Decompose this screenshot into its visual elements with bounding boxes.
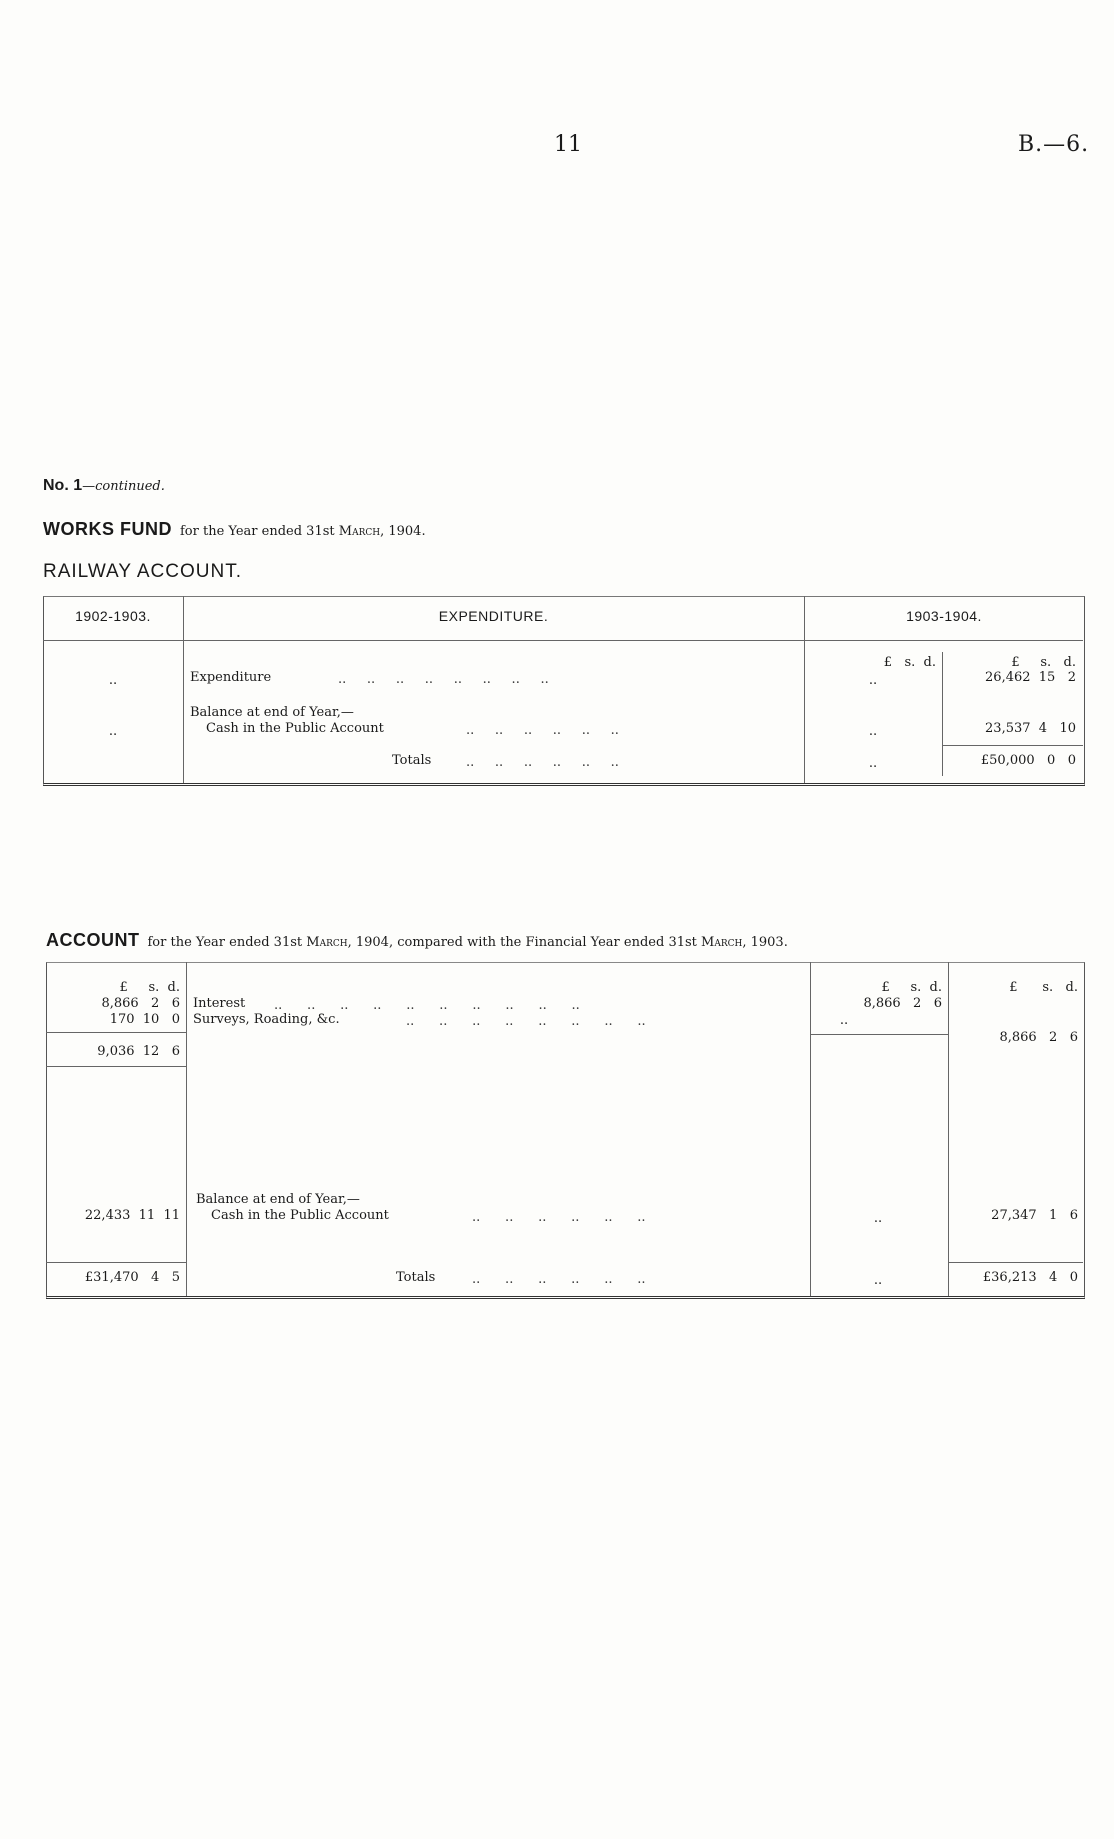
row-description: Surveys, Roading, &c. <box>193 1012 340 1027</box>
prev-value: 8,866 2 6 <box>101 996 180 1011</box>
row-description: Balance at end of Year,— <box>196 1192 360 1207</box>
prev-value: 170 10 0 <box>109 1012 180 1027</box>
leader-dots: .. .. .. .. .. .. <box>466 723 619 738</box>
outer-value: 27,347 1 6 <box>991 1208 1078 1223</box>
section-number: No. 1 <box>43 477 83 494</box>
prev-subtotal: 9,036 12 6 <box>97 1044 180 1059</box>
row-description-sub: Cash in the Public Account <box>206 721 384 736</box>
account-title: ACCOUNT <box>46 930 140 950</box>
totals-label: Totals <box>392 753 432 768</box>
outer-subtotal: 8,866 2 6 <box>999 1030 1078 1045</box>
inner-value: .. <box>839 1013 849 1028</box>
totals-value: £36,213 4 0 <box>982 1270 1078 1285</box>
fund-heading: WORKS FUND for the Year ended 31st March, 1904. <box>43 519 426 539</box>
document-code: B.—6. <box>1018 132 1090 157</box>
outer-value: 23,537 4 10 <box>985 721 1076 736</box>
row-description-sub: Cash in the Public Account <box>211 1208 389 1223</box>
totals-value: £50,000 0 0 <box>980 753 1076 768</box>
currency-header-outer: £ s. d. <box>1011 655 1076 670</box>
leader-dots: .. .. .. .. .. .. .. .. <box>406 1014 646 1029</box>
row-description: Expenditure <box>190 670 272 685</box>
row-description: Balance at end of Year,— <box>190 705 354 720</box>
row-description: Interest <box>193 996 246 1011</box>
section-label <box>43 477 165 495</box>
currency-header-outer: £ s. d. <box>1009 980 1078 995</box>
page-number: 11 <box>554 132 582 157</box>
fund-name: WORKS FUND <box>43 519 172 539</box>
outer-value: 26,462 15 2 <box>985 670 1076 685</box>
leader-dots: .. .. .. .. .. .. .. .. <box>338 672 549 687</box>
column-header-1903: 1903-1904. <box>906 608 982 624</box>
inner-value: .. <box>868 673 878 688</box>
column-header-expenditure: EXPENDITURE. <box>438 608 549 624</box>
leader-dots: .. .. .. .. .. .. <box>472 1210 646 1225</box>
leader-dots: .. .. .. .. .. .. <box>472 1272 646 1287</box>
currency-header-inner: £ s. d. <box>883 655 936 670</box>
railway-account-title: RAILWAY ACCOUNT. <box>43 561 242 582</box>
leader-dots: .. .. .. .. .. .. <box>466 755 619 770</box>
prev-totals: £31,470 4 5 <box>84 1270 180 1285</box>
prev-value: .. <box>108 673 118 688</box>
inner-value: .. <box>873 1273 883 1288</box>
prev-value: .. <box>108 724 118 739</box>
account-heading: ACCOUNT for the Year ended 31st March, 1904, compared with the Financial Year ended 31st March, 1903. <box>46 930 788 950</box>
totals-label: Totals <box>396 1270 436 1285</box>
inner-value: .. <box>868 756 878 771</box>
currency-header-inner: £ s. d. <box>881 980 942 995</box>
column-header-1902: 1902-1903. <box>75 608 151 624</box>
inner-value: 8,866 2 6 <box>863 996 942 1011</box>
section-continued: —continued. <box>82 479 165 494</box>
inner-value: .. <box>873 1211 883 1226</box>
leader-dots: .. .. .. .. .. .. .. .. .. .. <box>274 998 580 1013</box>
prev-value: 22,433 11 11 <box>84 1208 180 1223</box>
inner-value: .. <box>868 724 878 739</box>
currency-header-left: £ s. d. <box>119 980 180 995</box>
